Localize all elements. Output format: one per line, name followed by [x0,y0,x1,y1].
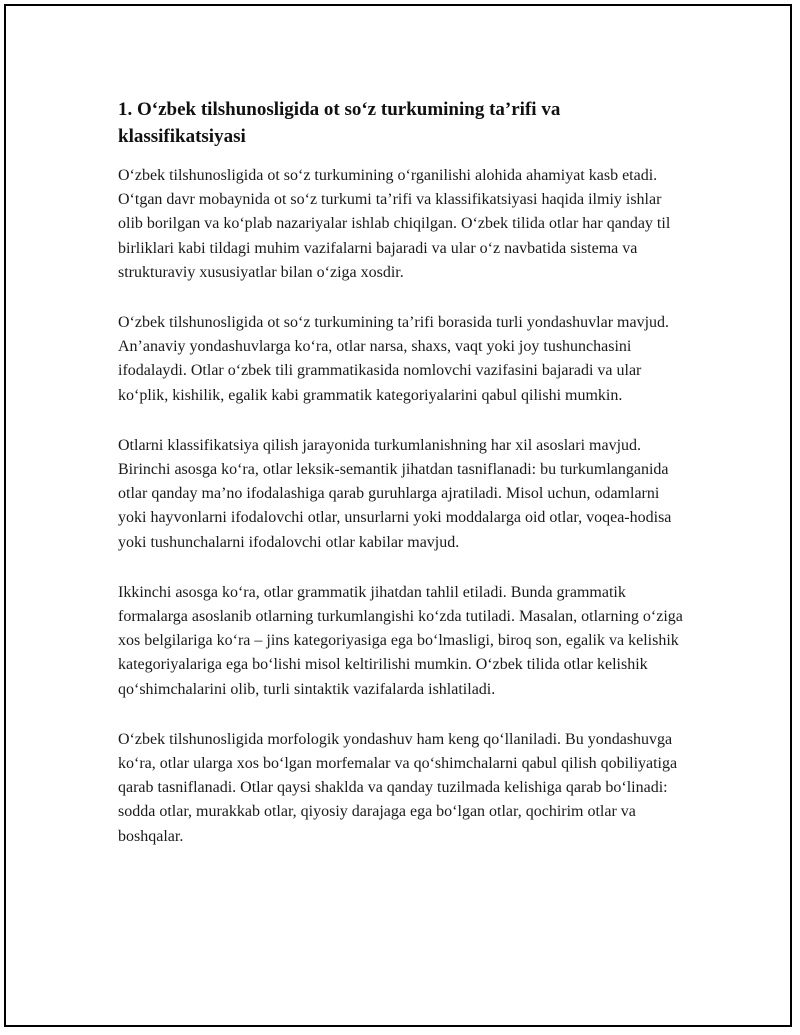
paragraph-1: O‘zbek tilshunosligida ot so‘z turkumining o‘rganilishi alohida ahamiyat kasb etadi. O‘tgan davr mobaynida ot so‘z turkumi ta’rifi va klassifikatsiyasi haqida ilmiy ishlar olib borilgan va ko‘plab nazariyalar ishlab chiqilgan. O‘zbek tilida otlar har qanday til birliklari kabi tildagi muhim vazifalarni bajaradi va ular o‘z navbatida sistema va strukturaviy xususiyatlar bilan o‘ziga xosdir. [118,167,671,281]
paragraph-3: Otlarni klassifikatsiya qilish jarayonida turkumlanishning har xil asoslari mavjud. Birinchi asosga ko‘ra, otlar leksik-semantik jihatdan tasniflanadi: bu turkumlanganida otlar qanday ma’no ifodalashiga qarab guruhlarga ajratiladi. Misol uchun, odamlarni yoki hayvonlarni ifodalovchi otlar, unsurlarni yoki moddalarga oid otlar, voqea-hodisa yoki tushunchalarni ifodalovchi otlar kabilar mavjud. [118,436,672,551]
document-body [118,96,690,875]
paragraph-5: O‘zbek tilshunosligida morfologik yondashuv ham keng qo‘llaniladi. Bu yondashuvga ko‘ra, otlar ularga xos bo‘lgan morfemalar va qo‘shimchalarni qabul qilish qobiliyatiga qarab tasniflanadi. Otlar qaysi shaklda va qanday tuzilmada kelishiga qarab bo‘linadi: sodda otlar, murakkab otlar, qiyosiy darajaga ega bo‘lgan otlar, qochirim otlar va boshqalar. [118,730,678,845]
paragraph-2: O‘zbek tilshunosligida ot so‘z turkumining ta’rifi borasida turli yondashuvlar mavjud. An’anaviy yondashuvlarga ko‘ra, otlar narsa, shaxs, vaqt yoki joy tushunchasini ifodalaydi. Otlar o‘zbek tili grammatikasida nomlovchi vazifasini bajaradi va ular ko‘plik, kishilik, egalik kabi grammatik kategoriyalarini qabul qilishi mumkin. [118,314,670,404]
paragraph-4: Ikkinchi asosga ko‘ra, otlar grammatik jihatdan tahlil etiladi. Bunda grammatik formalarga asoslanib otlarning turkumlangishi ko‘zda tutiladi. Masalan, otlarning o‘ziga xos belgilariga ko‘ra – jins kategoriyasiga ega bo‘lmasligi, biroq son, egalik va kelishik kategoriyalariga ega bo‘lishi misol keltirilishi mumkin. O‘zbek tilida otlar kelishik qo‘shimchalarini olib, turli sintaktik vazifalarda ishlatiladi. [118,583,683,698]
section-heading: 1. O‘zbek tilshunosligida ot so‘z turkumining ta’rifi va klassifikatsiyasi [118,99,561,147]
